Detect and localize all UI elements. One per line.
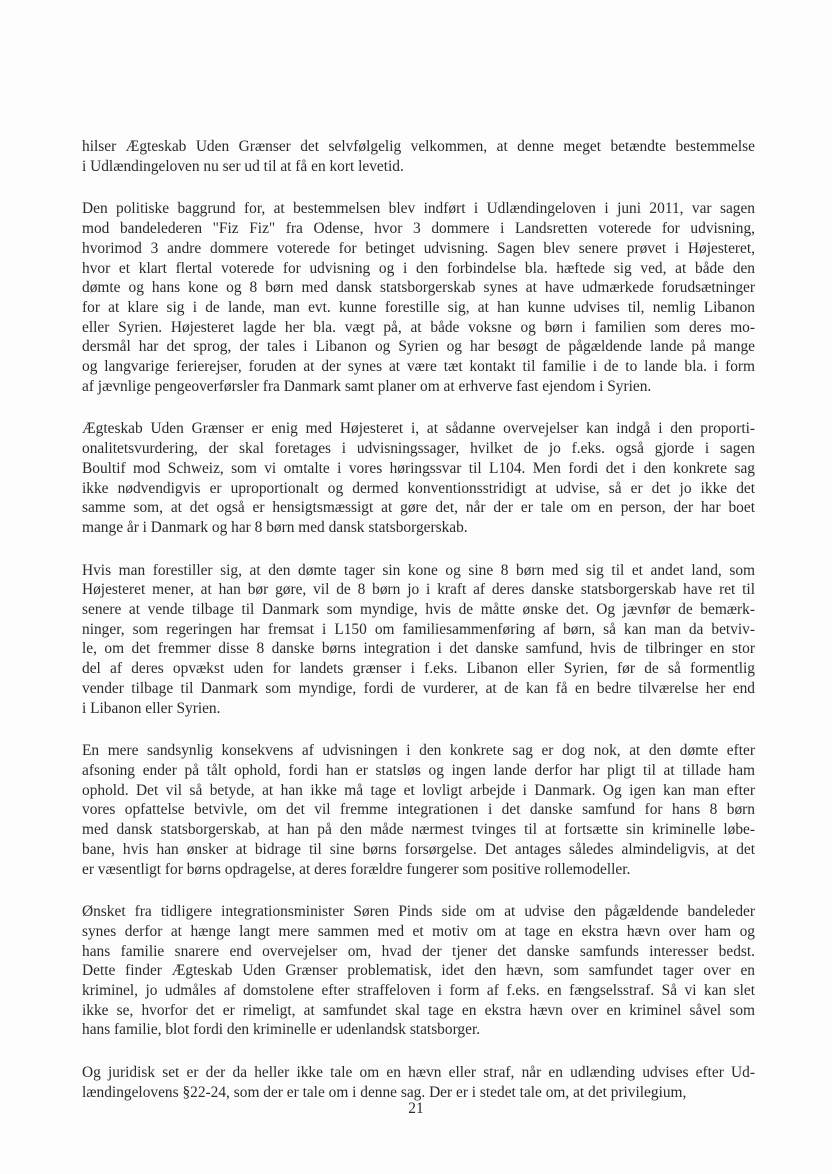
text-line: med dansk statsborgerskab, at han på den måde nærmest tvinges til at fortsætte sin kriminelle løbe- (82, 821, 755, 839)
text-line: En mere sandsynlig konsekvens af udvisningen i den konkrete sag er dog nok, at den dømte efter (82, 742, 755, 760)
text-line: afsoning ender på tålt ophold, fordi han er statsløs og ingen lande derfor har pligt til at tillade ham (82, 761, 755, 779)
paragraph (82, 561, 755, 719)
text-line: mange år i Danmark og har 8 børn med dansk statsborgerskab. (82, 518, 468, 536)
text-line: eller Syrien. Højesteret lagde her bla. vægt på, at både voksne og børn i familien som deres mo- (82, 318, 755, 336)
paragraph (82, 1063, 755, 1102)
text-line: dømte og hans kone og 8 børn med dansk statsborgerskab synes at have udmærkede forudsætninger (82, 279, 755, 297)
text-line: er væsentligt for børns opdragelse, at deres forældre fungerer som positive rollemodeller. (82, 860, 631, 878)
text-line: lændingelovens §22-24, som der er tale om i denne sag. Der er i stedet tale om, at det privilegium, (82, 1083, 687, 1101)
text-line: og langvarige ferierejser, foruden at der synes at være tæt kontakt til familie i de to lande bla. i form (82, 358, 755, 376)
text-line: kriminel, jo udmåles af domstolene efter straffeloven i form af f.eks. en fængselsstraf. Så vi kan slet (82, 982, 755, 1000)
text-line: Dette finder Ægteskab Uden Grænser problematisk, idet den hævn, som samfundet tager over en (82, 962, 755, 980)
text-line: Og juridisk set er der da heller ikke tale om en hævn eller straf, når en udlænding udvises efter Ud- (82, 1064, 755, 1082)
text-line: mod bandelederen "Fiz Fiz" fra Odense, hvor 3 dommere i Landsretten voterede for udvisning, (82, 220, 755, 238)
text-line: hvor et klart flertal voterede for udvisning og i den forbindelse bla. hæftede sig ved, at både den (82, 259, 755, 277)
text-line: onalitetsvurdering, der skal foretages i udvisningssager, hvilket de jo f.eks. også gjorde i sagen (82, 440, 755, 458)
page-number: 21 (408, 1100, 424, 1117)
text-line: Højesteret mener, at han bør gøre, vil de 8 børn jo i kraft af deres danske statsborgerskab have ret til (82, 581, 755, 599)
text-line: Den politiske baggrund for, at bestemmelsen blev indført i Udlændingeloven i juni 2011, var sagen (82, 200, 755, 218)
text-line: vender tilbage til Danmark som myndige, fordi de vurderer, at de kan få en bedre tilværelse her end (82, 679, 755, 697)
paragraph (82, 902, 755, 1040)
text-line: hilser Ægteskab Uden Grænser det selvfølgelig velkommen, at denne meget betændte bestemmelse (82, 138, 755, 155)
text-line: bane, hvis han ønsker at bidrage til sine børns forsørgelse. Det antages således almindeligvis, at det (82, 840, 755, 858)
text-line: Boultif mod Schweiz, som vi omtalte i vores høringssvar til L104. Men fordi det i den konkrete sag (82, 459, 755, 477)
text-line: senere at vende tilbage til Danmark som myndige, hvis de måtte ønske det. Og jævnfør de bemærk- (82, 601, 755, 619)
text-line: le, om det fremmer disse 8 danske børns integration i det danske samfund, hvis de tilbringer en stor (82, 640, 755, 658)
text-line: hans familie snarere end overvejelser om, hvad der tjener det danske samfunds interesser bedst. (82, 942, 755, 960)
text-line: af jævnlige pengeoverførsler fra Danmark samt planer om at erhverve fast ejendom i Syrien. (82, 377, 652, 395)
text-line: ophold. Det vil så betyde, at han ikke må tage et lovligt arbejde i Danmark. Og igen kan man efter (82, 781, 755, 799)
text-line: hvorimod 3 andre dommere voterede for betinget udvisning. Sagen blev senere prøvet i Højesteret, (82, 239, 755, 257)
text-line: Ønsket fra tidligere integrationsminister Søren Pinds side om at udvise den pågældende bandeleder (82, 903, 755, 921)
text-line: dersmål har det sprog, der tales i Libanon og Syrien og har besøgt de pågældende lande på mange (82, 338, 755, 356)
text-line: ikke nødvendigvis er uproportionalt og dermed konventionsstridigt at udvise, så er det jo ikke det (82, 479, 755, 497)
text-line: hans familie, blot fordi den kriminelle er udenlandsk statsborger. (82, 1021, 481, 1039)
text-line: for at klare sig i de lande, man evt. kunne forestille sig, at han kunne udvises til, nemlig Libanon (82, 298, 755, 316)
text-line: Ægteskab Uden Grænser er enig med Højesteret i, at sådanne overvejelser kan indgå i den proporti- (82, 420, 755, 438)
text-line: del af deres opvækst uden for landets grænser i f.eks. Libanon eller Syrien, før de så formentlig (82, 660, 755, 678)
paragraph (82, 199, 755, 396)
text-line: vores opfattelse betvivle, om det vil fremme integrationen i det danske samfund for hans 8 børn (82, 801, 755, 819)
paragraph (82, 419, 755, 537)
paragraph (82, 137, 755, 176)
document-body (82, 137, 755, 1126)
paragraph (82, 741, 755, 879)
text-line: Hvis man forestiller sig, at den dømte tager sin kone og sine 8 børn med sig til et andet land, som (82, 561, 755, 579)
text-line: synes derfor at hænge langt mere sammen med et motiv om at tage en ekstra hævn over ham og (82, 922, 755, 940)
text-line: i Libanon eller Syrien. (82, 699, 221, 717)
text-line: ninger, som regeringen har fremsat i L150 om familiesammenføring af børn, så kan man da betviv- (82, 620, 755, 638)
text-line: ikke se, hvorfor det er rimeligt, at samfundet skal tage en ekstra hævn over en kriminel såvel som (82, 1001, 755, 1019)
text-line: samme som, at det også er hensigtsmæssigt at gøre det, når der er tale om en person, der har boet (82, 499, 755, 517)
text-line: i Udlændingeloven nu ser ud til at få en kort levetid. (82, 157, 404, 175)
